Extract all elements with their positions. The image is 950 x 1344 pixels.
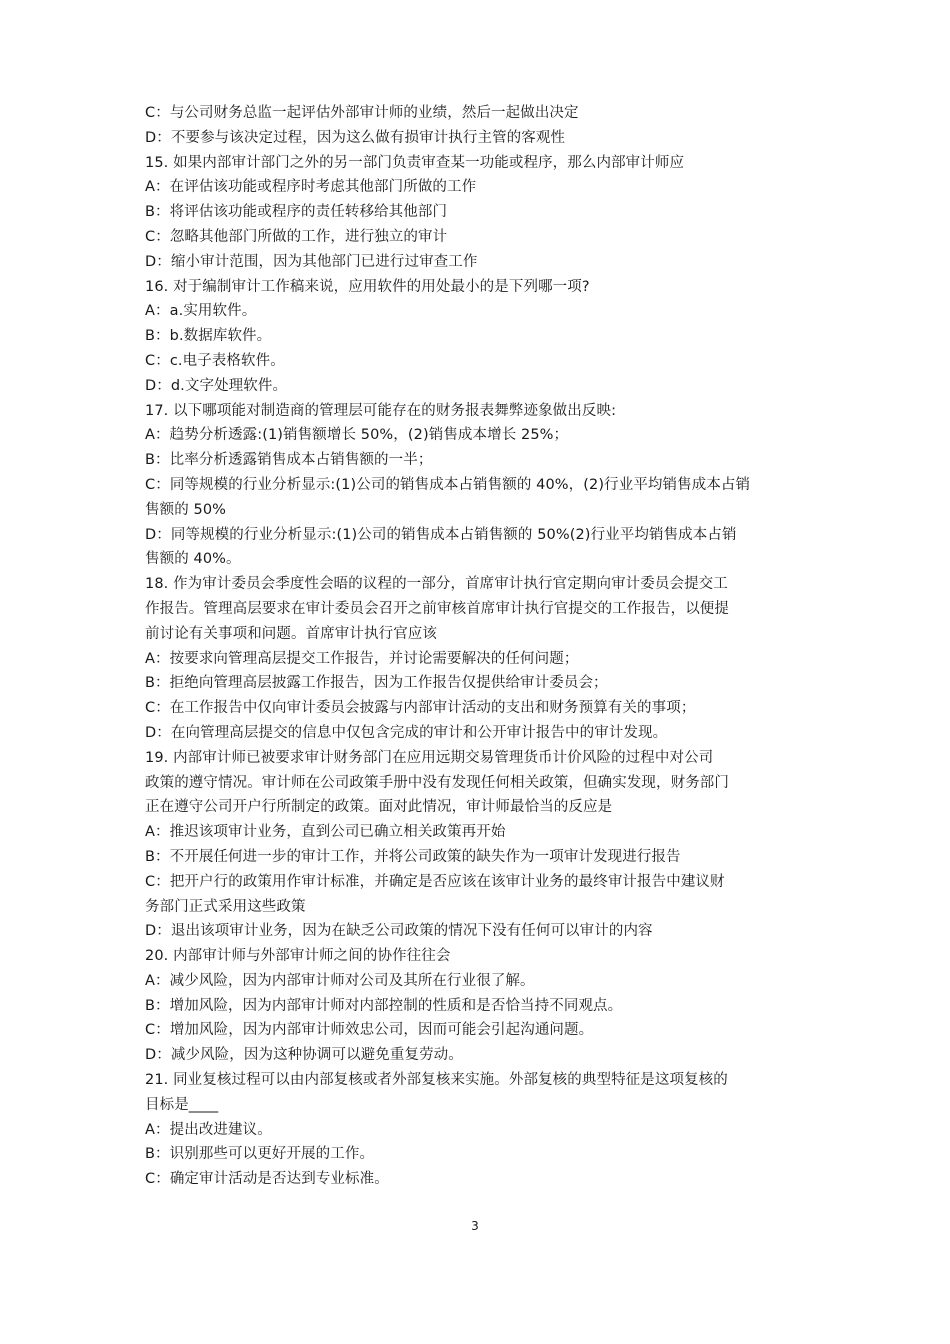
option-line: C：c.电子表格软件。: [145, 352, 285, 369]
page-content: [145, 101, 810, 1192]
question-18-stem: 18. 作为审计委员会季度性会晤的议程的一部分，首席审计执行官定期向审计委员会提交工: [145, 576, 728, 593]
question-16-stem: 16. 对于编制审计工作稿来说，应用软件的用处最小的是下列哪一项?: [145, 278, 590, 295]
option-line: B：将评估该功能或程序的责任转移给其他部门: [145, 204, 448, 221]
option-line: B：比率分析透露销售成本占销售额的一半；: [145, 452, 433, 469]
question-21-stem-continued: 目标是____: [145, 1096, 219, 1113]
question-18-stem-continued: 前讨论有关事项和问题。首席审计执行官应该: [145, 625, 437, 642]
text-line: C：与公司财务总监一起评估外部审计师的业绩，然后一起做出决定: [145, 105, 579, 121]
question-15-stem: 15. 如果内部审计部门之外的另一部门负责审查某一功能或程序，那么内部审计师应: [145, 154, 685, 171]
option-line: A：推迟该项审计业务，直到公司已确立相关政策再开始: [145, 824, 506, 841]
question-18-stem-continued: 作报告。管理高层要求在审计委员会召开之前审核首席审计执行官提交的工作报告，以便提: [145, 600, 729, 617]
option-line-continued: 售额的 50%: [145, 501, 227, 518]
option-line: A：a.实用软件。: [145, 303, 257, 320]
option-line: C：确定审计活动是否达到专业标准。: [145, 1171, 389, 1188]
option-line: A：在评估该功能或程序时考虑其他部门所做的工作: [145, 179, 477, 196]
page-number: 3: [471, 1219, 479, 1233]
question-19-stem-continued: 政策的遵守情况。审计师在公司政策手册中没有发现任何相关政策，但确实发现，财务部门: [145, 774, 729, 791]
option-line: D：减少风险，因为这种协调可以避免重复劳动。: [145, 1047, 463, 1064]
option-line: C：忽略其他部门所做的工作，进行独立的审计: [145, 228, 448, 245]
option-line: D：同等规模的行业分析显示:(1)公司的销售成本占销售额的 50%(2)行业平均销售成本占销: [145, 526, 737, 543]
option-line: A：减少风险，因为内部审计师对公司及其所在行业很了解。: [145, 972, 535, 989]
option-line: A：趋势分析透露:(1)销售额增长 50%，(2)销售成本增长 25%；: [145, 427, 569, 444]
question-19-stem-continued: 正在遵守公司开户行所制定的政策。面对此情况，审计师最恰当的反应是: [145, 799, 613, 816]
option-line-continued: 务部门正式采用这些政策: [145, 898, 306, 915]
option-line: D：退出该项审计业务，因为在缺乏公司政策的情况下没有任何可以审计的内容: [145, 923, 653, 940]
option-line: B：识别那些可以更好开展的工作。: [145, 1146, 375, 1163]
option-line: A：按要求向管理高层提交工作报告，并讨论需要解决的任何问题；: [145, 650, 579, 667]
question-19-stem: 19. 内部审计师已被要求审计财务部门在应用远期交易管理货币计价风险的过程中对公司: [145, 749, 714, 766]
option-line: B：增加风险，因为内部审计师对内部控制的性质和是否恰当持不同观点。: [145, 997, 623, 1014]
question-21-stem: 21. 同业复核过程可以由内部复核或者外部复核来实施。外部复核的典型特征是这项复核的: [145, 1072, 728, 1089]
option-line: B：拒绝向管理高层披露工作报告，因为工作报告仅提供给审计委员会；: [145, 675, 608, 692]
option-line: B：b.数据库软件。: [145, 328, 272, 345]
question-17-stem: 17. 以下哪项能对制造商的管理层可能存在的财务报表舞弊迹象做出反映:: [145, 402, 617, 419]
text-line: D：不要参与该决定过程，因为这么做有损审计执行主管的客观性: [145, 129, 566, 146]
option-line: C：增加风险，因为内部审计师效忠公司，因而可能会引起沟通问题。: [145, 1022, 594, 1039]
option-line-continued: 售额的 40%。: [145, 551, 241, 568]
option-line: C：同等规模的行业分析显示:(1)公司的销售成本占销售额的 40%，(2)行业平均销售成本占销: [145, 476, 751, 493]
option-line: A：提出改进建议。: [145, 1121, 272, 1138]
option-line: D：在向管理高层提交的信息中仅包含完成的审计和公开审计报告中的审计发现。: [145, 724, 668, 741]
option-line: C：在工作报告中仅向审计委员会披露与内部审计活动的支出和财务预算有关的事项；: [145, 700, 696, 717]
option-line: D：缩小审计范围，因为其他部门已进行过审查工作: [145, 253, 478, 270]
option-line: C：把开户行的政策用作审计标准，并确定是否应该在该审计业务的最终审计报告中建议财: [145, 873, 725, 890]
question-20-stem: 20. 内部审计师与外部审计师之间的协作往往会: [145, 948, 451, 965]
option-line: D：d.文字处理软件。: [145, 377, 288, 394]
option-line: B：不开展任何进一步的审计工作，并将公司政策的缺失作为一项审计发现进行报告: [145, 848, 681, 865]
